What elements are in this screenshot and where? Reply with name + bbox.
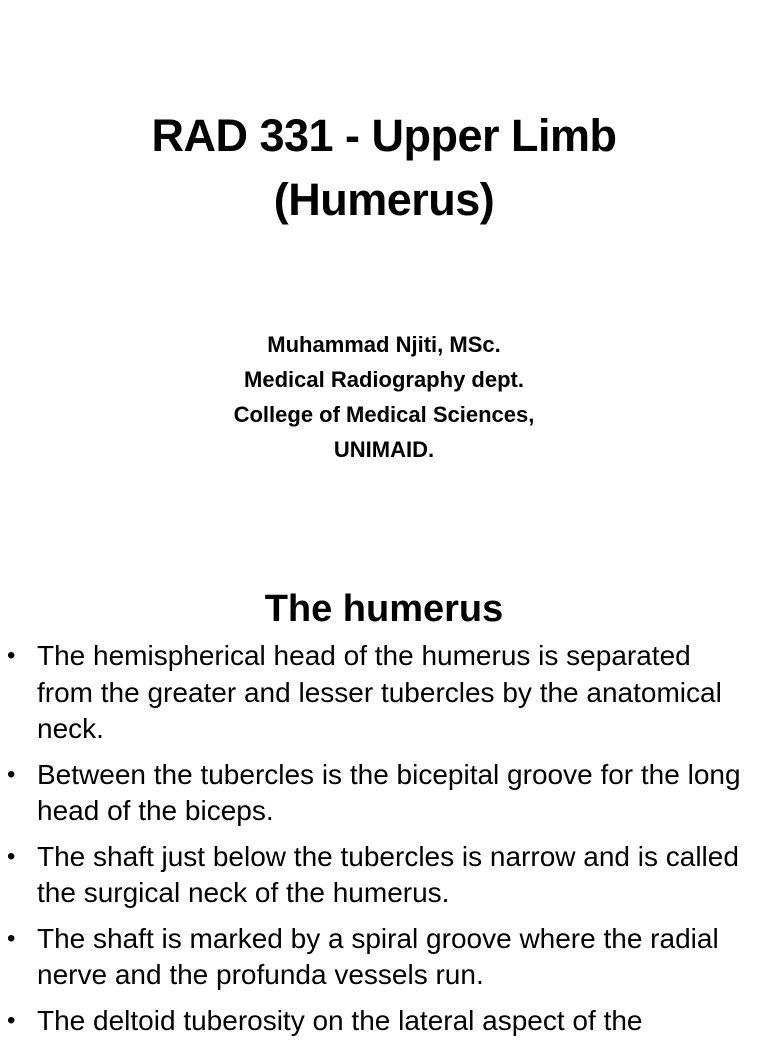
college: College of Medical Sciences, — [233, 402, 535, 427]
bullet-icon: • — [7, 1006, 16, 1034]
bullet-icon: • — [7, 760, 16, 788]
bullet-icon: • — [7, 924, 16, 952]
content-slide — [0, 560, 768, 1036]
bullet-text: The shaft is marked by a spiral groove where the radial nerve and the profunda vessels run. — [37, 922, 719, 990]
author-name: Muhammad Njiti, MSc. — [267, 332, 501, 357]
title-line-1: RAD 331 - Upper Limb — [151, 110, 617, 161]
department: Medical Radiography dept. — [244, 367, 524, 392]
bullet-list — [0, 638, 768, 1048]
slide-heading: The humerus — [264, 588, 504, 630]
list-item — [0, 638, 768, 748]
list-item — [0, 1003, 768, 1040]
slide-title — [40, 104, 728, 232]
title-line-2: (Humerus) — [273, 174, 495, 225]
bullet-text: Between the tubercles is the bicepital groove for the long head of the biceps. — [37, 758, 741, 826]
author-block — [40, 327, 728, 467]
bullet-text: The hemispherical head of the humerus is separated from the greater and lesser tubercles by the anatomical neck. — [37, 640, 722, 744]
bullet-icon: • — [7, 642, 16, 669]
bullet-icon: • — [7, 842, 16, 870]
list-item — [0, 839, 768, 912]
bullet-text: The deltoid tuberosity on the lateral aspect of the — [37, 1004, 643, 1036]
university: UNIMAID. — [333, 437, 435, 462]
list-item — [0, 757, 768, 830]
list-item — [0, 921, 768, 994]
bullet-text: The shaft just below the tubercles is narrow and is called the surgical neck of the humerus. — [37, 840, 739, 908]
